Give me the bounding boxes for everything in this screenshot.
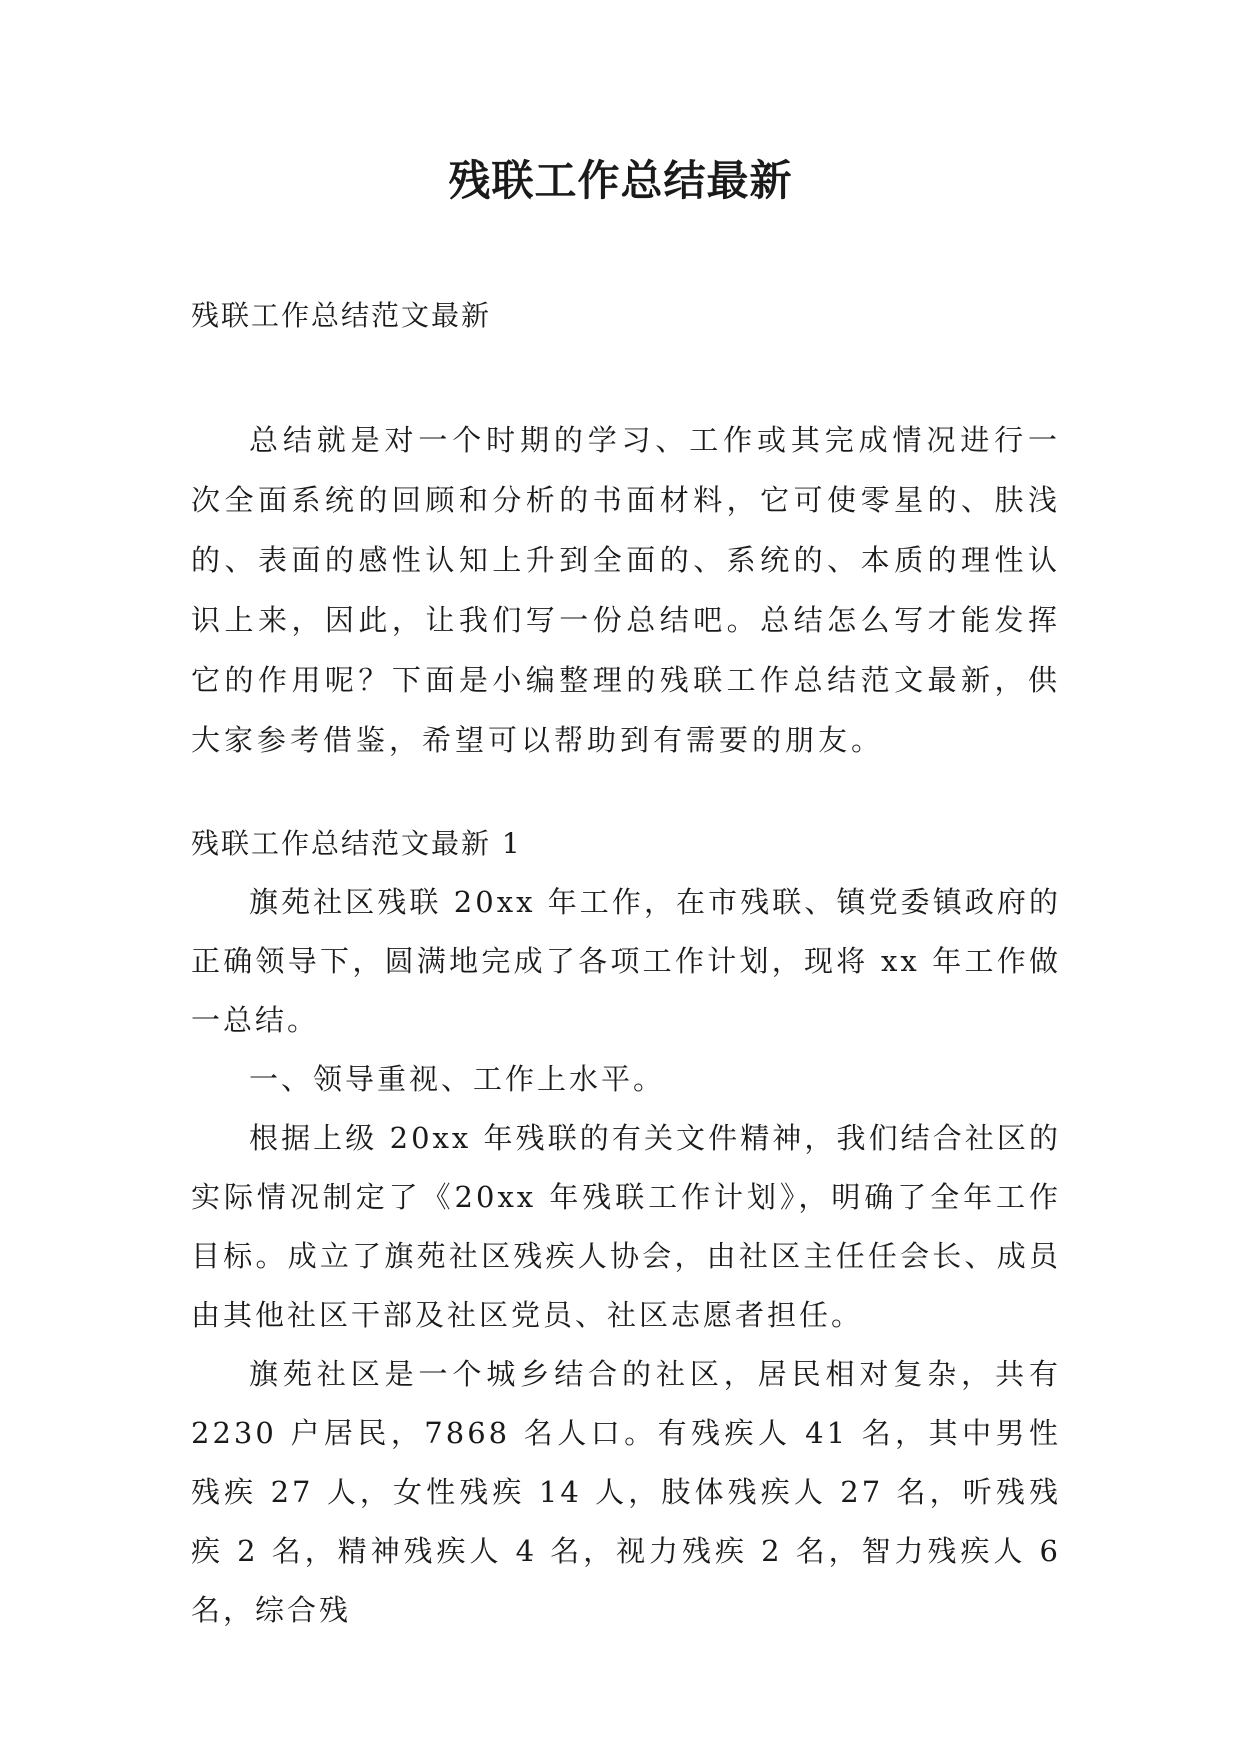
body-paragraph: 旗苑社区残联 20xx 年工作，在市残联、镇党委镇政府的正确领导下，圆满地完成了各项工作计划，现将 xx 年工作做一总结。 <box>191 885 1061 1037</box>
body-paragraph: 旗苑社区是一个城乡结合的社区，居民相对复杂，共有 2230 户居民，7868 名人口。有残疾人 41 名，其中男性残疾 27 人，女性残疾 14 人，肢体残疾人 27 名，听残残疾 2 名，精神残疾人 4 名，视力残疾 2 名，智力残疾人 6 名，综合残 <box>191 1357 1061 1627</box>
body-paragraph: 根据上级 20xx 年残联的有关文件精神，我们结合社区的实际情况制定了《20xx 年残联工作计划》，明确了全年工作目标。成立了旗苑社区残疾人协会，由社区主任任会长、成员由其他社区干部及社区党员、社区志愿者担任。 <box>191 1121 1061 1332</box>
document-title: 残联工作总结最新 <box>448 156 793 205</box>
intro-paragraph: 总结就是对一个时期的学习、工作或其完成情况进行一次全面系统的回顾和分析的书面材料，它可使零星的、肤浅的、表面的感性认知上升到全面的、系统的、本质的理性认识上来，因此，让我们写一份总结吧。总结怎么写才能发挥它的作用呢？下面是小编整理的残联工作总结范文最新，供大家参考借鉴，希望可以帮助到有需要的朋友。 <box>191 423 1061 757</box>
body-paragraph: 一、领导重视、工作上水平。 <box>249 1062 666 1096</box>
body-text <box>191 873 1061 1640</box>
document-subtitle: 残联工作总结范文最新 <box>191 299 492 332</box>
section-heading: 残联工作总结范文最新 1 <box>191 827 522 860</box>
